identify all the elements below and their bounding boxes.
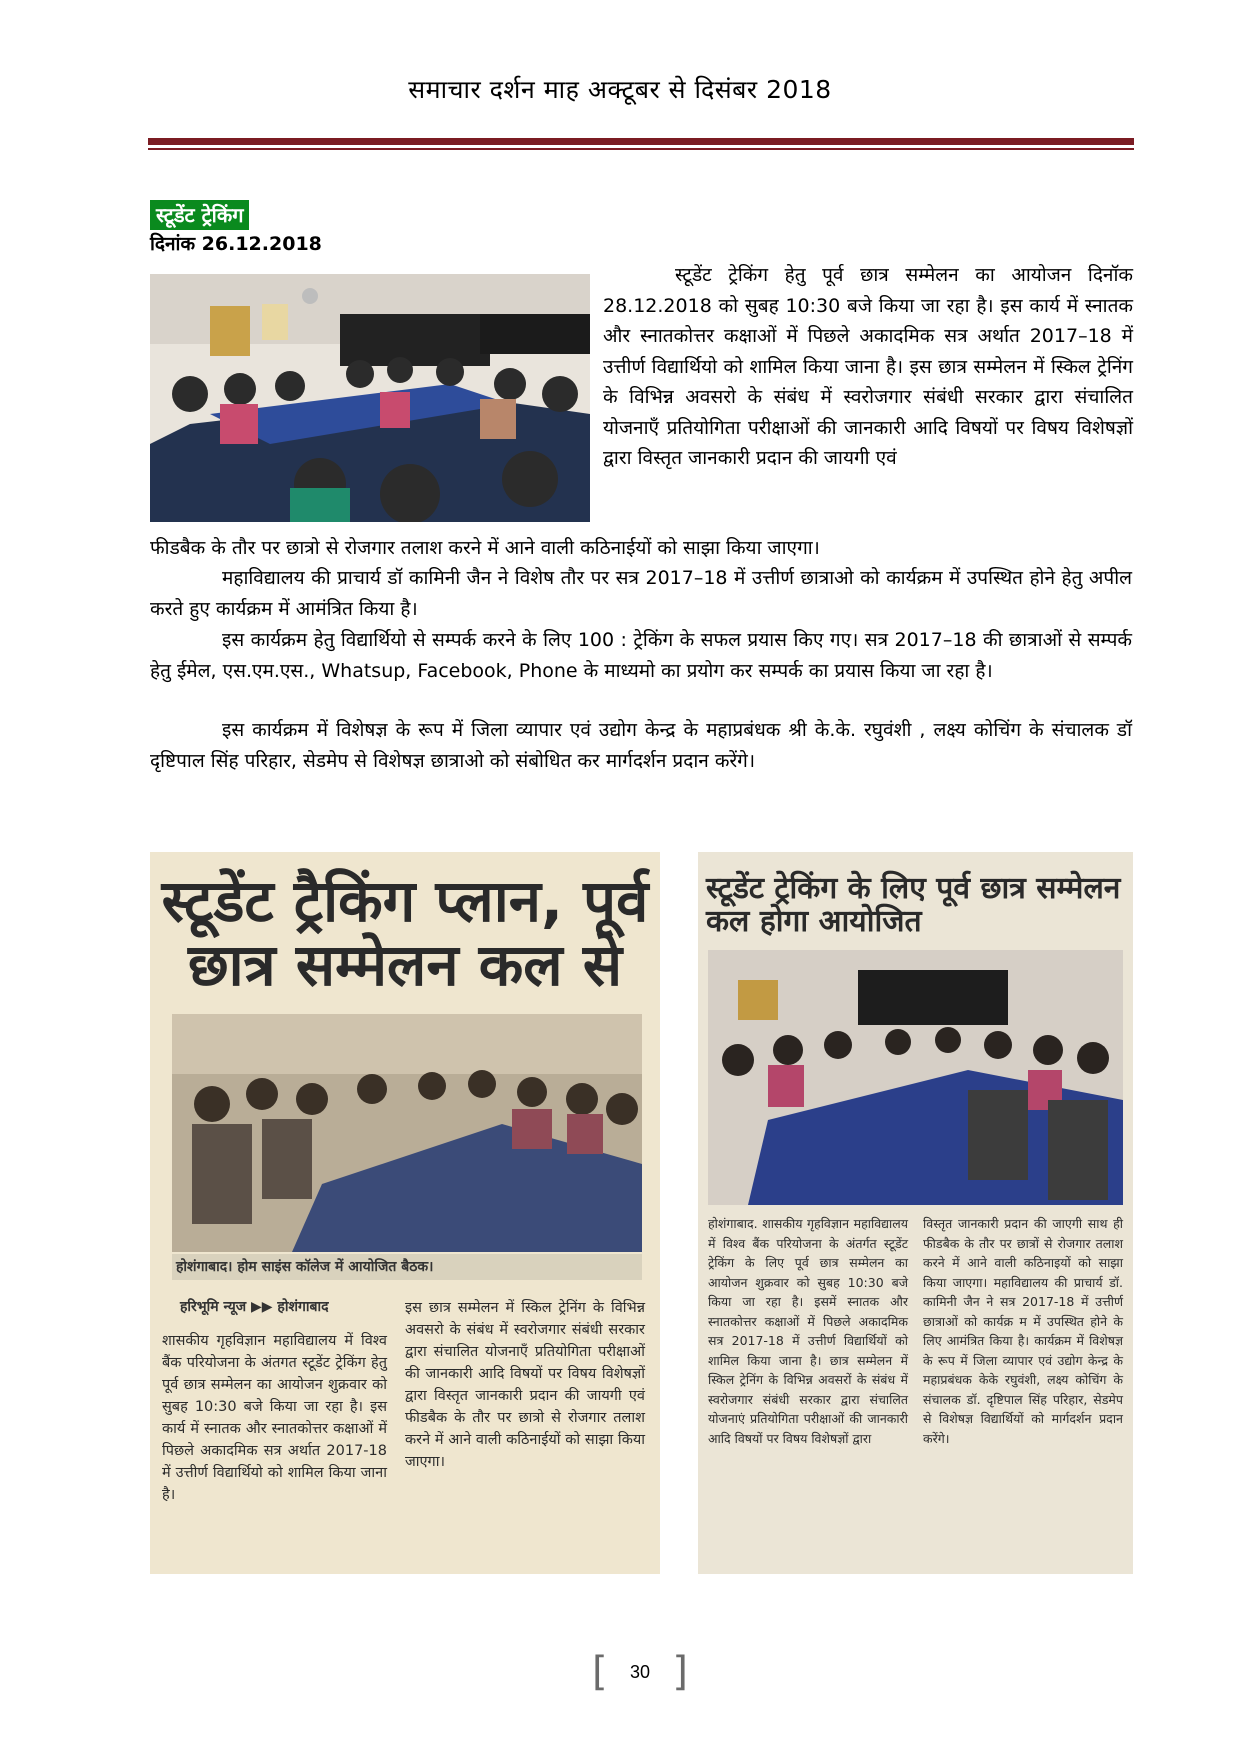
newspaper-clipping-right: [698, 852, 1133, 1574]
newspaper-clipping-left: [150, 852, 660, 1574]
section-title: स्टूडेंट ट्रेकिंग: [150, 200, 249, 230]
header-rule-thin: [148, 148, 1134, 150]
paragraph-intro: स्टूडेंट ट्रेकिंग हेतु पूर्व छात्र सम्मेलन का आयोजन दिनॉक 28.12.2018 को सुबह 10:30 बजे किया जा रहा है। इस कार्य में स्नातक और स्नातकोत्तर कक्षाओं में पिछले अकादमिक सत्र अर्थात 2017–18 में उत्तीर्ण विद्यार्थियो को शामिल किया जाना है। इस छात्र सम्मेलन में स्किल ट्रेनिंग के विभिन्न अवसरो के संबंध में स्वरोजगार संबंधी सरकार द्वारा संचालित योजनाऍं प्रतियोगिता परीक्षाओं की जानकारी आदि विषयों पर विषय विशेषज्ञों द्वारा विस्तृत जानकारी प्रदान की जायगी एवं: [603, 264, 1133, 469]
page-header-title: समाचार दर्शन माह अक्टूबर से दिसंबर 2018: [408, 75, 832, 104]
header-rule: [148, 138, 1134, 145]
clipping-photo: [708, 950, 1123, 1205]
page-number: 30: [629, 1662, 651, 1682]
meeting-photo: [150, 274, 590, 522]
clipping-column-2: इस छात्र सम्मेलन में स्किल ट्रेनिंग के विभिन्न अवसरो के संबंध में स्वरोजगार संबंधी सरकार द्वारा संचालित योजनाएँ प्रतियोगिता परीक्षाओं की जानकारी आदि विषयों पर विषय विशेषज्ञों द्वारा विस्तृत जानकारी प्रदान की जायगी एवं फीडबैक के तौर पर छात्रो से रोजगार तलाश करने में आने वाली कठिनाईयों को साझा किया जाएगा।: [405, 1300, 645, 1470]
clipping-byline: हरिभूमि न्यूज ▶▶ होशंगाबाद: [180, 1299, 329, 1315]
bracket-left-icon: [: [592, 1649, 608, 1695]
paragraph-principal-appeal: महाविद्यालय की प्राचार्य डॉ कामिनी जैन ने विशेष तौर पर सत्र 2017–18 में उत्तीर्ण छात्राओ को कार्यक्रम में उपस्थित होने हेतु अपील करते हुए कार्यक्रम में आमंत्रित किया है।: [150, 567, 1132, 620]
clipping-headline: स्टूडेंट ट्रैकिंग प्लान, पूर्व छात्र सम्मेलन कल से: [161, 867, 649, 999]
clipping-headline: स्टूडेंट ट्रेकिंग के लिए पूर्व छात्र सम्मेलन कल होगा आयोजित: [706, 871, 1121, 939]
clipping-caption: होशंगाबाद। होम साइंस कॉलेज में आयोजित बैठक।: [172, 1254, 642, 1280]
paragraph-intro-continued: फीडबैक के तौर पर छात्रो से रोजगार तलाश करने में आने वाली कठिनाईयों को साझा किया जाएगा।: [150, 537, 820, 559]
clipping-column-1: होशंगाबाद. शासकीय गृहविज्ञान महाविद्यालय में विश्व बैंक परियोजना के अंतर्गत स्टूडेंट ट्रेकिंग के लिए पूर्व छात्र सम्मेलन का आयोजन शुक्रवार को सुबह 10:30 बजे किया जा रहा है। इसमें स्नातक और स्नातकोत्तर कक्षाओं में पिछले अकादमिक सत्र 2017-18 में उत्तीर्ण विद्यार्थियों को शामिल किया जाना है। छात्र सम्मेलन में स्किल ट्रेनिंग के विभिन्न अवसरों के संबंध में स्वरोजगार संबंधी सरकार द्वारा संचालित योजनाएं प्रतियोगिता परीक्षाओं की जानकारी आदि विषयों पर विषय विशेषज्ञों द्वारा: [708, 1216, 908, 1446]
bracket-right-icon: ]: [672, 1649, 688, 1695]
paragraph-tracking-efforts: इस कार्यक्रम हेतु विद्यार्थियो से सम्पर्क करने के लिए 100 : ट्रेकिंग के सफल प्रयास किए गए। सत्र 2017–18 की छात्राओं से सम्पर्क हेतु ईमेल, एस.एम.एस., Whatsup, Facebook, Phone के माध्यमो का प्रयोग कर सम्पर्क का प्रयास किया जा रहा है।: [150, 629, 1132, 682]
page-number-box: [592, 1650, 688, 1694]
clipping-photo: [172, 1014, 642, 1252]
paragraph-experts: इस कार्यक्रम में विशेषज्ञ के रूप में जिला व्यापार एवं उद्योग केन्द्र के महाप्रबंधक श्री के.के. रघुवंशी , लक्ष्य कोचिंग के संचालक डॉ दृष्टिपाल सिंह परिहार, सेडमेप से विशेषज्ञ छात्राओ को संबोधित कर मार्गदर्शन प्रदान करेंगे।: [150, 719, 1132, 772]
clipping-column-2: विस्तृत जानकारी प्रदान की जाएगी साथ ही फीडबैक के तौर पर छात्रों से रोजगार तलाश करने में आने वाली कठिनाइयों को साझा किया जाएगा। महाविद्यालय की प्राचार्य डॉ. कामिनी जैन ने सत्र 2017-18 में उत्तीर्ण छात्राओं को कार्यक्र म में उपस्थित होने के लिए आमंत्रित किया है। कार्यक्रम में विशेषज्ञ के रूप में जिला व्यापार एवं उद्योग केन्द्र के महाप्रबंधक केके रघुवंशी, लक्ष्य कोचिंग के संचालक डॉ. दृष्टिपाल सिंह परिहार, सेडमेप से विशेषज्ञ विद्यार्थियों को मार्गदर्शन प्रदान करेंगे।: [923, 1216, 1123, 1446]
section-date: दिनांक 26.12.2018: [150, 233, 322, 255]
clipping-column-1: शासकीय गृहविज्ञान महाविद्यालय में विश्व बैंक परियोजना के अंतगत स्टूडेंट ट्रेकिंग हेतु पूर्व छात्र सम्मेलन का आयोजन शुक्रवार को सुबह 10:30 बजे किया जा रहा है। इस कार्य में स्नातक और स्नातकोत्तर कक्षाओं में पिछले अकादमिक सत्र अर्थात 2017-18 में उत्तीर्ण विद्यार्थियो को शामिल किया जाना है।: [162, 1333, 387, 1503]
